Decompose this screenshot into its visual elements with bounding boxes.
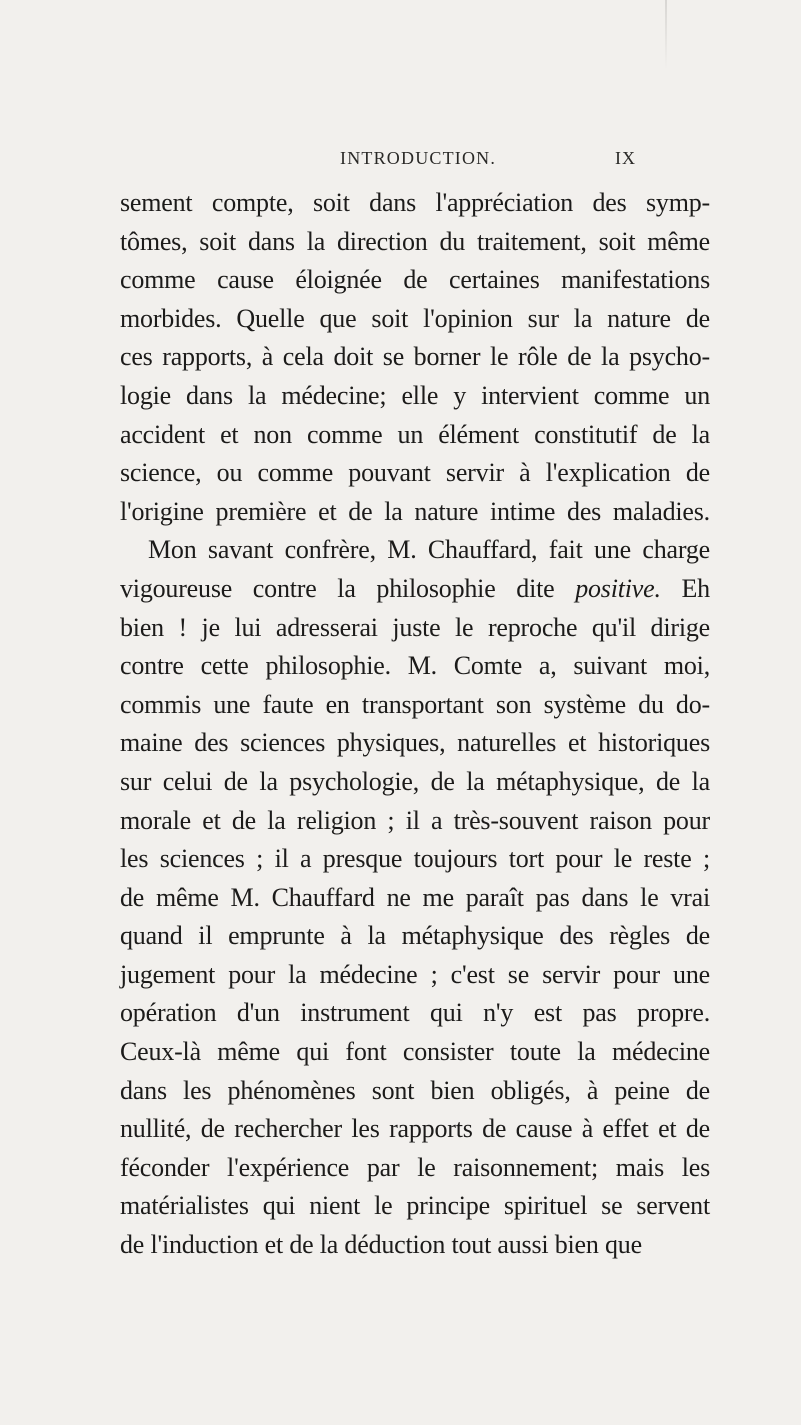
text-line: contre cette philosophie. M. Comte a, suivant moi,	[120, 651, 710, 681]
text-line: tômes, soit dans la direction du traitement, soit même	[120, 226, 710, 256]
text-line: science, ou comme pouvant servir à l'explication de	[120, 458, 710, 488]
text-line: nullité, de rechercher les rapports de cause à effet et de	[120, 1114, 710, 1144]
paragraph-start-line: Mon savant confrère, M. Chauffard, fait une charge	[148, 535, 710, 565]
text-line: comme cause éloignée de certaines manifestations	[120, 265, 710, 295]
text-segment: Eh	[660, 573, 710, 603]
text-line: dans les phénomènes sont bien obligés, à peine de	[120, 1075, 710, 1105]
text-segment: vigoureuse contre la philosophie dite	[120, 573, 576, 603]
text-line: morbides. Quelle que soit l'opinion sur la nature de	[120, 303, 710, 333]
running-title: INTRODUCTION.	[340, 148, 497, 168]
text-line: sement compte, soit dans l'appréciation des symp-	[120, 188, 710, 217]
text-line: maine des sciences physiques, naturelles et historiques	[120, 728, 710, 758]
text-line: quand il emprunte à la métaphysique des règles de	[120, 921, 710, 951]
text-line: l'origine première et de la nature intime des maladies.	[120, 496, 710, 526]
running-head	[0, 148, 801, 178]
text-line: morale et de la religion ; il a très-souvent raison pour	[120, 805, 710, 835]
text-line: ces rapports, à cela doit se borner le rôle de la psycho-	[120, 342, 710, 372]
text-line: féconder l'expérience par le raisonnement; mais les	[120, 1152, 710, 1182]
text-line: Ceux-là même qui font consister toute la médecine	[120, 1037, 710, 1067]
body-text	[120, 184, 710, 1265]
text-line: commis une faute en transportant son système du do-	[120, 689, 710, 719]
text-line: les sciences ; il a presque toujours tort pour le reste ;	[120, 844, 710, 874]
text-line: de l'induction et de la déduction tout aussi bien que	[120, 1230, 642, 1260]
text-line: bien ! je lui adresserai juste le reproche qu'il dirige	[120, 612, 710, 642]
page-number: IX	[615, 148, 636, 168]
text-line: sur celui de la psychologie, de la métaphysique, de la	[120, 766, 710, 796]
text-line: opération d'un instrument qui n'y est pas propre.	[120, 998, 710, 1028]
page-edge-mark	[665, 0, 667, 70]
text-line-mixed	[120, 570, 710, 609]
text-line: accident et non comme un élément constitutif de la	[120, 419, 710, 449]
text-line: matérialistes qui nient le principe spirituel se servent	[120, 1191, 710, 1221]
text-line: de même M. Chauffard ne me paraît pas dans le vrai	[120, 882, 710, 912]
italic-term: positive.	[575, 573, 661, 603]
text-line: logie dans la médecine; elle y intervient comme un	[120, 380, 710, 410]
text-line: jugement pour la médecine ; c'est se servir pour une	[120, 959, 710, 989]
